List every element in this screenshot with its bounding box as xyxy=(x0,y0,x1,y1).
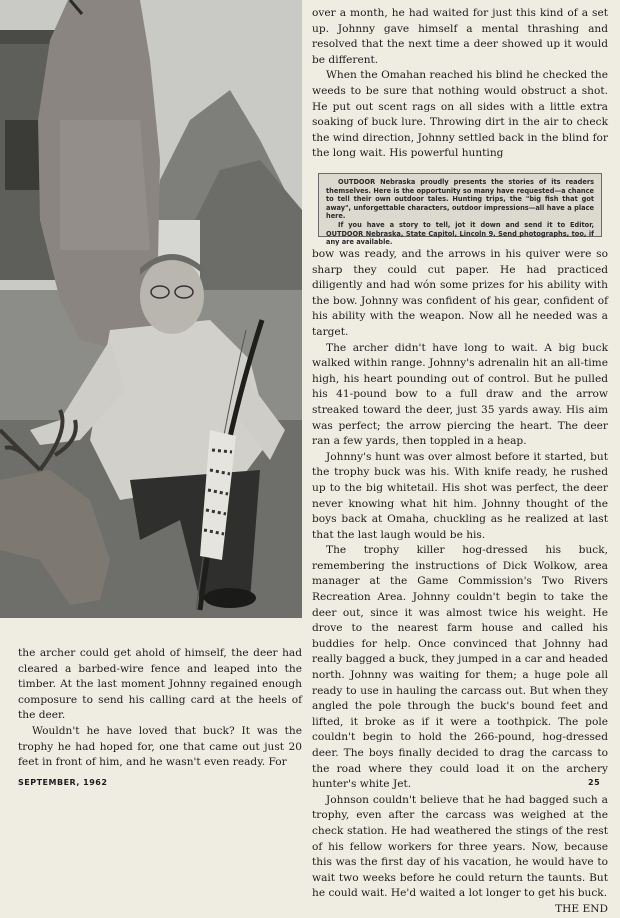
the-end-label: THE END xyxy=(555,902,608,915)
article-column-right-bottom xyxy=(312,247,608,918)
page-number: 25 xyxy=(588,778,601,787)
paragraph: The trophy killer hog-dressed his buck, remembering the instructions of Dick Wolkow, area manager at the Game Commission's Two Rivers Recreation Area. Johnny couldn't begin to take the deer out, since it was almost twice his weight. He drove to the nearest farm house and called his buddies for help. Once convinced that Johnny had really bagged a buck, they jumped in a car and headed north. Johnny was waiting for them; a huge pole all ready to use in hauling the carcass out. But when they angled the pole through the buck's bound feet and lifted, it broke as if it were a toothpick. The pole couldn't begin to hold the 266-pound, hog-dressed deer. The boys finally decided to drag the carcass to the road where they could load it on the archery hunter's white Jet. xyxy=(312,544,608,791)
paragraph: Johnny's hunt was over almost before it started, but the trophy buck was his. With knife ready, he rushed up to the big whitetail. His shot was perfect, the deer never knowing what hit him. Johnny thought of the boys back at Omaha, chuckling as he realized at last that the last laugh would be his. xyxy=(312,450,608,541)
article-column-left xyxy=(18,646,302,771)
hunter-with-buck-photo xyxy=(0,0,302,618)
footer-date: SEPTEMBER, 1962 xyxy=(18,778,108,787)
editor-note-paragraph: If you have a story to tell, jot it down and send it to Editor, OUTDOOR Nebraska, State Capitol, Lincoln 9. Send photographs, too, if any are available. xyxy=(326,220,594,247)
paragraph: Wouldn't he have loved that buck? It was the trophy he had hoped for, one that came out just 20 feet in front of him, and he wasn't even ready. For xyxy=(18,724,302,769)
editor-note-paragraph: OUTDOOR Nebraska proudly presents the stories of its readers themselves. Here is the opportunity so many have requested—a chance to tell their own outdoor tales. Hunting trips, the "big fish that got away", unforgettable characters, outdoor impressions—all have a place here. xyxy=(326,178,594,221)
editor-note-box xyxy=(318,173,602,247)
paragraph: bow was ready, and the arrows in his quiver were so sharp they could cut paper. He had practiced diligently and had wón some prizes for his ability with the bow. Johnny was confident of his gear, confident of his ability with the weapon. Now all he needed was a target. xyxy=(312,248,608,338)
paragraph-text: Johnson couldn't believe that he had bagged such a trophy, even after the carcass was weighed at the check station. He had weathered the stings of the rest of his fellow workers for three years. Now, because this was the first day of his vacation, he would have to wait two weeks before he could return the taunts. But he could wait. He'd waited a lot longer to get his buck. xyxy=(312,793,608,900)
paragraph xyxy=(312,793,608,915)
paragraph: The archer didn't have long to wait. A big buck walked within range. Johnny's adrenalin hit an all-time high, his heart pounding out of control. But he pulled his 41-pound bow to a full draw and the arrow streaked toward the deer, just 35 yards away. His aim was perfect; the arrow piercing the heart. The deer ran a few yards, then toppled in a heap. xyxy=(312,341,608,448)
paragraph: When the Omahan reached his blind he checked the weeds to be sure that nothing would obstruct a shot. He put out scent rags on all sides with a little extra soaking of buck lure. Throwing dirt in the air to check the wind direction, Johnny settled back in the blind for the long wait. His powerful hunting xyxy=(312,69,608,160)
paragraph: the archer could get ahold of himself, the deer had cleared a barbed-wire fence and leaped into the timber. At the last moment Johnny regained enough composure to send his calling card at the heels of the deer. xyxy=(18,647,302,722)
paragraph: over a month, he had waited for just this kind of a set up. Johnny gave himself a mental thrashing and resolved that the next time a deer showed up it would be different. xyxy=(312,7,608,66)
article-column-right-top xyxy=(312,6,608,162)
